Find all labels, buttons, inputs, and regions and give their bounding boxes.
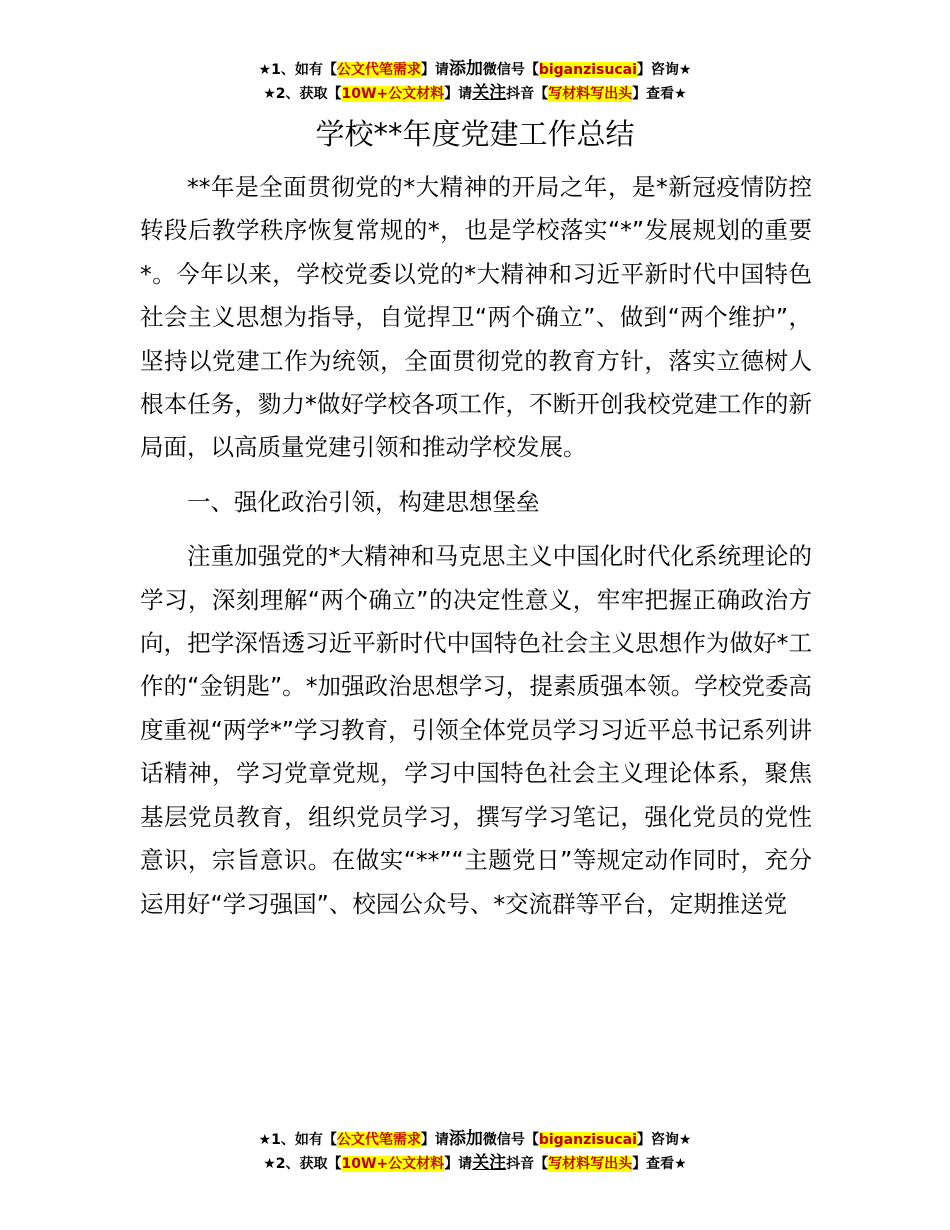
banner-highlight-materials: 10W+公文材料 [341,1156,445,1172]
banner-line-2 [0,82,950,106]
banner-line-1 [0,58,950,82]
banner-emphasis: 添加 [448,59,483,79]
banner-text: 】请 [420,1132,449,1148]
section-paragraph: 注重加强党的*大精神和马克思主义中国化时代化系统理论的学习，深刻理解“两个确立”的决定性意义，牢牢把握正确政治方向，把学深悟透习近平新时代中国特色社会主义思想作为做好*工作的“金钥匙”。*加强政治思想学习，提素质强本领。学校党委高度重视“两学*”学习教育，引领全体党员学习习近平总书记系列讲话精神，学习党章党规，学习中国特色社会主义理论体系，聚焦基层党员教育，组织党员学习，撰写学习笔记，强化党员的党性意识，宗旨意识。在做实“**”“主题党日”等规定动作同时，充分运用好“学习强国”、校园公众号、*交流群等平台，定期推送党 [140,542,812,918]
document-title: 学校**年度党建工作总结 [315,117,635,151]
section-heading: 一、强化政治引领，构建思想堡垒 [187,487,540,516]
banner-text: 】请 [420,62,449,78]
banner-text: 】咨询★ [636,1132,692,1148]
banner-text: 】请 [444,86,473,102]
banner-line-1 [0,1128,950,1152]
banner-highlight-materials: 10W+公文材料 [341,86,445,102]
banner-emphasis: 添加 [448,1129,483,1149]
banner-text: 抖音【 [506,86,549,102]
banner-text: 】咨询★ [636,62,692,78]
banner-text: ★1、如有【 [258,1132,337,1148]
banner-line-2 [0,1152,950,1176]
banner-text: 微信号【 [482,1132,539,1148]
banner-highlight-service: 公文代笔需求 [336,1132,421,1148]
footer-banner [0,1128,950,1176]
banner-highlight-wechat-id: biganzisucai [538,62,637,78]
banner-highlight-wechat-id: biganzisucai [538,1132,637,1148]
banner-text: 抖音【 [506,1156,549,1172]
header-banner [0,58,950,106]
banner-emphasis: 关注 [472,83,507,103]
banner-text: 】查看★ [632,86,687,102]
banner-highlight-service: 公文代笔需求 [336,62,421,78]
banner-emphasis: 关注 [472,1153,507,1173]
banner-text: ★2、获取【 [263,1156,342,1172]
banner-text: ★1、如有【 [258,62,337,78]
document-body [140,166,812,926]
banner-text: 】请 [444,1156,473,1172]
banner-text: 微信号【 [482,62,539,78]
banner-highlight-douyin-id: 写材料写出头 [548,1156,633,1172]
banner-text: ★2、获取【 [263,86,342,102]
banner-highlight-douyin-id: 写材料写出头 [548,86,633,102]
intro-paragraph: **年是全面贯彻党的*大精神的开局之年，是*新冠疫情防控转段后教学秩序恢复常规的*，也是学校落实“*”发展规划的重要*。今年以来，学校党委以党的*大精神和习近平新时代中国特色社会主义思想为指导，自觉捍卫“两个确立”、做到“两个维护”，坚持以党建工作为统领，全面贯彻党的教育方针，落实立德树人根本任务，勠力*做好学校各项工作，不断开创我校党建工作的新局面，以高质量党建引领和推动学校发展。 [140,173,812,462]
banner-text: 】查看★ [632,1156,687,1172]
